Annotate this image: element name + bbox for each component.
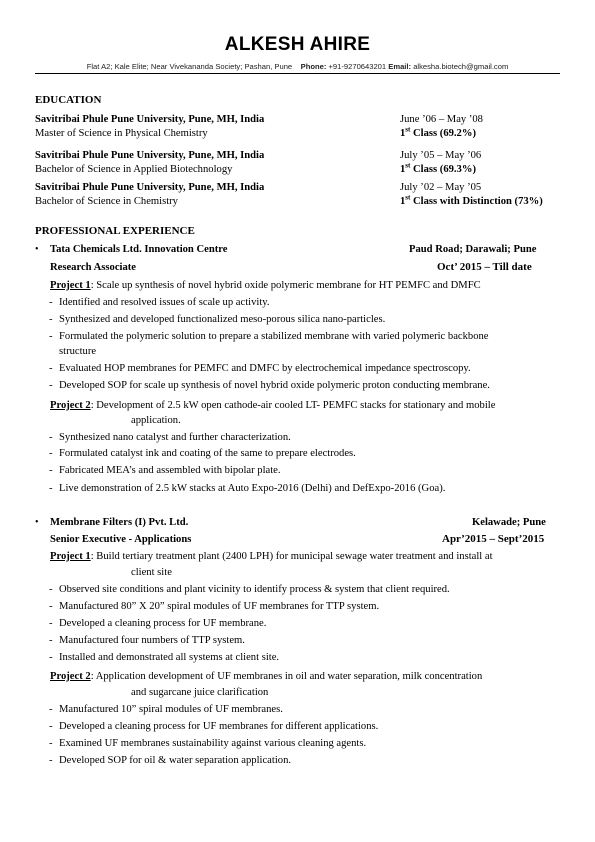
list-item: - Developed a cleaning process for UF membranes for different applications.: [59, 720, 378, 733]
job-2-location: Kelawade; Pune: [472, 517, 546, 528]
edu-2-degree: Bachelor of Science in Applied Biotechnology: [35, 164, 233, 175]
job-2-project-2: [50, 670, 482, 683]
job-1-location: Paud Road; Darawali; Pune: [409, 244, 537, 255]
edu-1-institution: Savitribai Phule Pune University, Pune, MH, India: [35, 114, 265, 125]
list-item: - Formulated the polymeric solution to prepare a stabilized membrane with varied polymeric backbone: [59, 330, 489, 343]
edu-3-degree: Bachelor of Science in Chemistry: [35, 196, 178, 207]
edu-2-institution: Savitribai Phule Pune University, Pune, MH, India: [35, 150, 265, 161]
education-heading: EDUCATION: [35, 94, 102, 106]
header-divider: [35, 73, 560, 74]
edu-2-dates: July ’05 – May ’06: [400, 150, 482, 161]
list-item: - Observed site conditions and plant vicinity to identify process & system that client required.: [59, 583, 450, 596]
list-item: - Manufactured four numbers of TTP system.: [59, 634, 245, 647]
list-item: - Manufactured 10” spiral modules of UF membranes.: [59, 703, 283, 716]
list-item: - Synthesized nano catalyst and further characterization.: [59, 431, 291, 444]
list-item: - Fabricated MEA’s and assembled with bipolar plate.: [59, 464, 281, 477]
edu-1-dates: June ’06 – May ’08: [400, 114, 483, 125]
list-item: - Installed and demonstrated all systems at client site.: [59, 651, 279, 664]
edu-2-class-text: Class (69.3%): [410, 164, 476, 175]
edu-3-class-sup: st: [405, 193, 411, 202]
project-title: : Application development of UF membranes in oil and water separation, milk concentration: [90, 671, 483, 682]
job-1-period: Oct’ 2015 – Till date: [437, 261, 532, 273]
edu-1-degree: Master of Science in Physical Chemistry: [35, 128, 208, 139]
project-title-continued: client site: [131, 567, 172, 578]
edu-3-class-text: Class with Distinction (73%): [410, 196, 543, 207]
project-title: : Build tertiary treatment plant (2400 LPH) for municipal sewage water treatment and install at: [90, 551, 493, 562]
email-link[interactable]: alkesha.biotech@gmail.com: [413, 62, 509, 71]
edu-2-class-sup: st: [405, 161, 411, 170]
job-1-company: Tata Chemicals Ltd. Innovation Centre: [50, 244, 228, 255]
list-item: - Developed SOP for scale up synthesis of novel hybrid oxide polymeric proton conducting membrane.: [59, 379, 490, 392]
address: Flat A2; Kale Elite; Near Vivekananda Society; Pashan, Pune: [86, 62, 293, 71]
project-title-continued: application.: [131, 415, 181, 426]
edu-2-class-num: 1: [400, 164, 406, 175]
list-item: - Developed a cleaning process for UF membrane.: [59, 617, 266, 630]
edu-1-class: [400, 127, 476, 140]
experience-heading: PROFESSIONAL EXPERIENCE: [35, 225, 195, 237]
list-item: - Identified and resolved issues of scale up activity.: [59, 296, 270, 309]
job-2-role: Senior Executive - Applications: [50, 534, 192, 545]
edu-2-class: [400, 163, 476, 176]
project-title: : Scale up synthesis of novel hybrid oxide polymeric membrane for HT PEMFC and DMFC: [90, 280, 481, 291]
list-item: - Formulated catalyst ink and coating of the same to prepare electrodes.: [59, 447, 356, 460]
job-2-period: Apr’2015 – Sept’2015: [442, 533, 545, 545]
list-item: - Synthesized and developed functionalized meso-porous silica nano-particles.: [59, 313, 385, 326]
list-item: - Developed SOP for oil & water separation application.: [59, 754, 291, 767]
bullet-dot-icon: •: [35, 517, 39, 528]
edu-3-class-num: 1: [400, 196, 406, 207]
job-1-role: Research Associate: [50, 262, 137, 273]
job-2-company: Membrane Filters (I) Pvt. Ltd.: [50, 517, 189, 528]
list-item: - Manufactured 80” X 20” spiral modules of UF membranes for TTP system.: [59, 600, 379, 613]
project-label: Project 2: [50, 671, 91, 682]
edu-1-class-num: 1: [400, 128, 406, 139]
edu-1-class-text: Class (69.2%): [410, 128, 476, 139]
job-1-project-2: [50, 399, 495, 412]
project-label: Project 1: [50, 551, 91, 562]
job-2-project-1: [50, 550, 493, 563]
contact-line: [0, 62, 595, 71]
edu-3-institution: Savitribai Phule Pune University, Pune, MH, India: [35, 182, 265, 193]
list-item: - Examined UF membranes sustainability against various cleaning agents.: [59, 737, 366, 750]
list-item: - Evaluated HOP membranes for PEMFC and DMFC by electrochemical impedance spectroscopy.: [59, 362, 471, 375]
job-1-project-1: [50, 279, 481, 292]
bullet-dot-icon: •: [35, 244, 39, 255]
project-label: Project 1: [50, 280, 91, 291]
project-title: : Development of 2.5 kW open cathode-air cooled LT- PEMFC stacks for stationary and mobile: [90, 400, 496, 411]
phone-label: Phone:: [300, 62, 327, 71]
candidate-name: ALKESH AHIRE: [224, 34, 371, 55]
project-label: Project 2: [50, 400, 91, 411]
email-label: Email:: [388, 62, 412, 71]
phone: +91-9270643201: [328, 62, 387, 71]
project-title-continued: and sugarcane juice clarification: [131, 687, 269, 698]
edu-3-dates: July ’02 – May ’05: [400, 182, 482, 193]
edu-3-class: [400, 195, 543, 208]
edu-1-class-sup: st: [405, 125, 411, 134]
list-item: - Live demonstration of 2.5 kW stacks at Auto Expo-2016 (Delhi) and DefExpo-2016 (Goa).: [59, 482, 445, 495]
list-item-continued: structure: [59, 346, 97, 357]
